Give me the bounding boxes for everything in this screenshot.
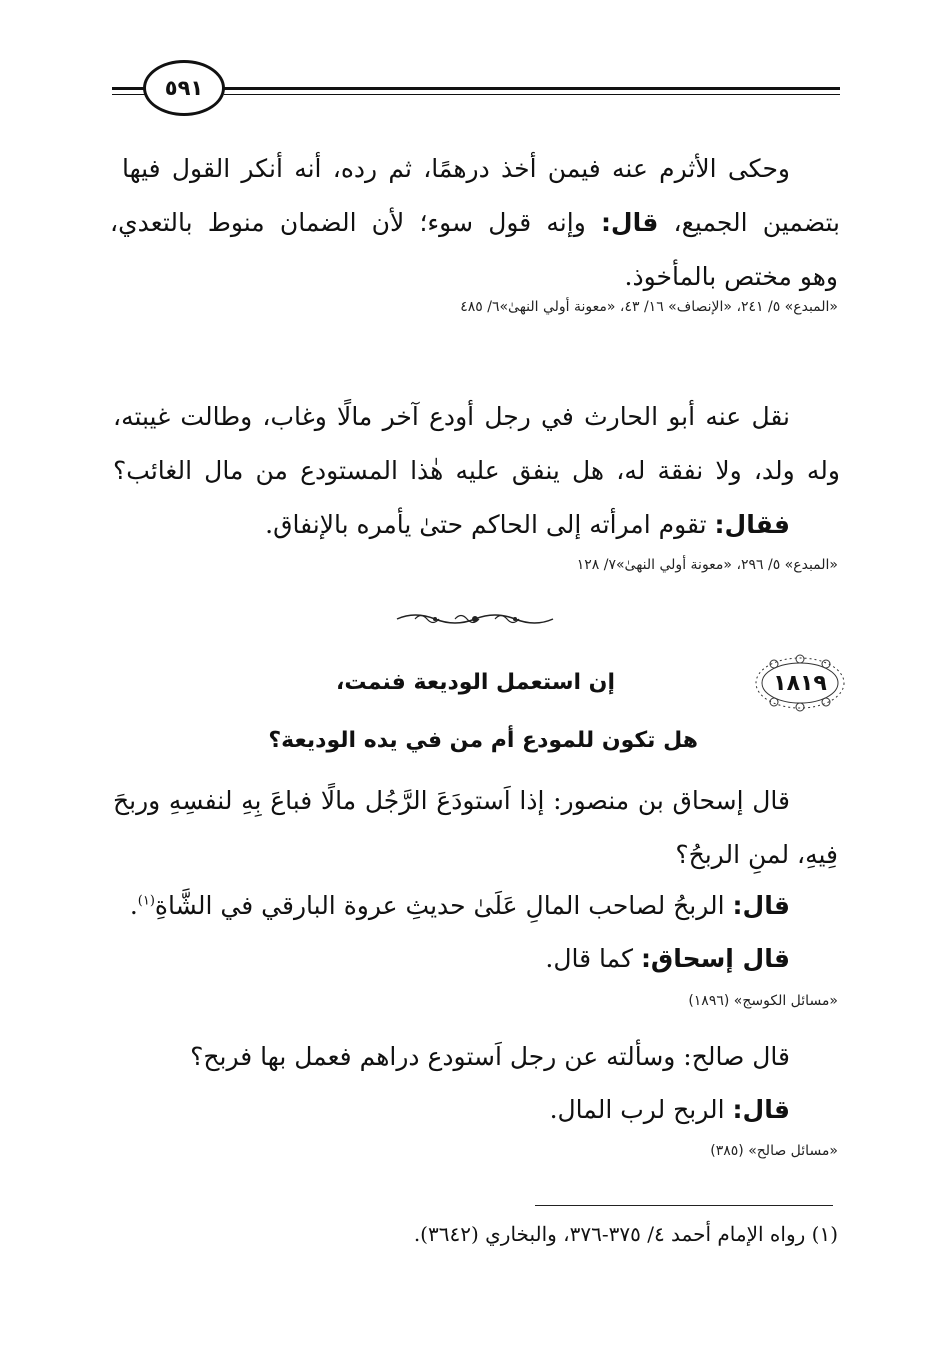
header-rule-right xyxy=(224,87,840,90)
section2-line1: نقل عنه أبو الحارث في رجل أودع آخر مالًا وغاب، وطالت غيبته، xyxy=(113,402,790,431)
ishaq-agreement-text: كما قال. xyxy=(545,944,641,973)
ishaq-line1: قال إسحاق بن منصور: إذا اَستودَعَ الرَّجُل مالًا فباعَ بِهِ لنفسِهِ وربحَ xyxy=(113,786,790,815)
section2-keyword-faqal: فقال: xyxy=(714,510,790,539)
ishaq-keyword: قال إسحاق: xyxy=(640,944,790,973)
section1-line2 xyxy=(110,208,840,238)
header-rule-right-thin xyxy=(224,94,840,95)
footnote-1-marker: (١) xyxy=(811,1222,838,1246)
ishaq-answer xyxy=(130,891,790,921)
salih-answer xyxy=(550,1095,790,1125)
header-rule-left-thin xyxy=(112,94,146,95)
ishaq-line2: فِيهِ، لمنِ الربحُ؟ xyxy=(675,840,838,869)
section1-line2-start: بتضمين الجميع، xyxy=(658,208,840,237)
section2-answer xyxy=(265,510,790,540)
footnote-1 xyxy=(414,1222,838,1246)
issue-number-badge xyxy=(752,654,848,712)
header-rule-left xyxy=(112,87,146,90)
ornament-divider xyxy=(395,609,555,629)
salih-source: «مسائل صالح» (٣٨٥) xyxy=(710,1143,838,1159)
page-number-text: ٥٩١ xyxy=(164,76,204,100)
issue-number: ١٨١٩ xyxy=(773,670,827,696)
page-number xyxy=(143,60,225,116)
ishaq-answer-text: الربحُ لصاحب المالِ عَلَىٰ حديثِ عروة البارقي في الشَّاةِ xyxy=(154,891,733,920)
salih-answer-keyword: قال: xyxy=(732,1095,790,1124)
issue-title-line1: إن استعمل الوديعة فنمت، xyxy=(336,670,615,695)
ishaq-answer-keyword: قال: xyxy=(732,891,790,920)
salih-question: قال صالح: وسألته عن رجل اَستودع دراهم فعمل بها فربح؟ xyxy=(190,1042,790,1071)
section1-line2-rest: وإنه قول سوء؛ لأن الضمان منوط بالتعدي، xyxy=(110,208,601,237)
issue-title-line2: هل تكون للمودع أم من في يده الوديعة؟ xyxy=(268,728,698,753)
footnote-separator xyxy=(535,1205,833,1206)
ishaq-source: «مسائل الكوسج» (١٨٩٦) xyxy=(688,993,838,1009)
ishaq-answer-end: . xyxy=(129,891,138,920)
section1-source: «المبدع» ٥/ ٢٤١، «الإنصاف» ١٦/ ٤٣، «معونة أولي النهىٰ»٦/ ٤٨٥ xyxy=(460,299,838,315)
footnote-ref-1: (١) xyxy=(137,893,155,909)
section2-source: «المبدع» ٥/ ٢٩٦، «معونة أولي النهىٰ»٧/ ١٢٨ xyxy=(576,557,838,573)
section1-line3: وهو مختص بالمأخوذ. xyxy=(624,262,838,291)
section2-line2: وله ولد، ولا نفقة له، هل ينفق عليه هٰذا المستودع من مال الغائب؟ xyxy=(113,456,840,485)
footnote-1-text: رواه الإمام أحمد ٤/ ٣٧٥-٣٧٦، والبخاري (٣٦٤٢). xyxy=(413,1222,806,1246)
section1-keyword-qal: قال: xyxy=(600,208,659,237)
ishaq-agreement xyxy=(545,944,790,974)
salih-answer-text: الربح لرب المال. xyxy=(549,1095,733,1124)
section1-line1: وحكى الأثرم عنه فيمن أخذ درهمًا، ثم رده، أنه أنكر القول فيها xyxy=(122,154,790,183)
section2-answer-text: تقوم امرأته إلى الحاكم حتىٰ يأمره بالإنفاق. xyxy=(265,510,715,539)
